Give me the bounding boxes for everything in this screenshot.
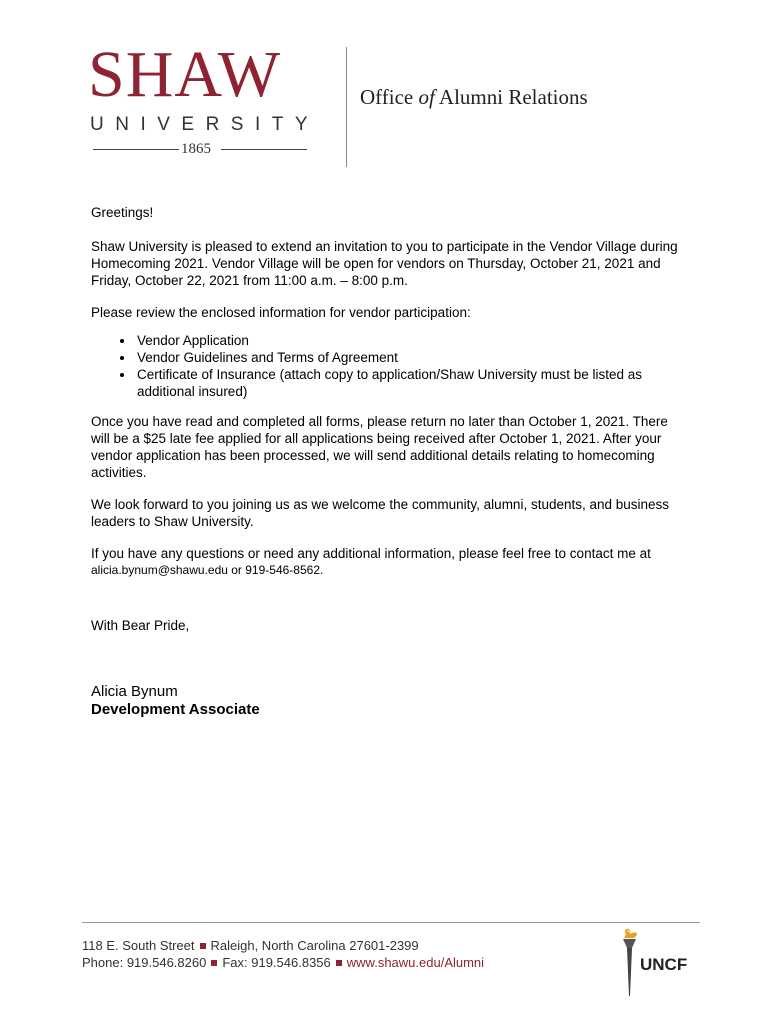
logo-rule-right	[221, 149, 307, 150]
footer-contact	[82, 955, 484, 971]
list-item: • Vendor Guidelines and Terms of Agreement	[135, 349, 681, 366]
shaw-logo-wordmark: SHAW	[88, 38, 282, 111]
footer-rule	[82, 922, 700, 923]
header-divider	[346, 47, 347, 167]
list-item: • Certificate of Insurance (attach copy to application/Shaw University must be listed as additional insured)	[135, 366, 681, 400]
signer-name: Alicia Bynum	[91, 683, 178, 700]
welcome-paragraph: We look forward to you joining us as we welcome the community, alumni, students, and business leaders to Shaw University.	[91, 497, 670, 529]
footer-address	[82, 938, 419, 954]
uncf-logo-text: UNCF	[640, 955, 688, 974]
university-wordmark: UNIVERSITY	[90, 114, 320, 135]
deadline-paragraph: Once you have read and completed all forms, please return no later than October 1, 2021. There will be a $25 late fee applied for all applications being received after October 1, 2021. After your vendor application has been processed, we will send additional details relating to homecoming activities.	[91, 414, 668, 480]
letterhead	[0, 0, 770, 180]
footer-phone: Phone: 919.546.8260	[82, 955, 207, 970]
footer-fax: Fax: 919.546.8356	[222, 955, 331, 970]
square-bullet-icon	[200, 943, 206, 949]
enclosed-list	[91, 332, 681, 400]
address-street: 118 E. South Street	[82, 938, 195, 953]
office-title-prefix: Office	[360, 85, 419, 109]
founding-year: 1865	[181, 141, 211, 157]
signer-title: Development Associate	[91, 701, 260, 718]
office-title	[360, 84, 588, 110]
list-item: • Vendor Application	[135, 332, 681, 349]
office-title-suffix: Alumni Relations	[434, 85, 588, 109]
greeting: Greetings!	[91, 205, 154, 220]
logo-rule-left	[93, 149, 179, 150]
contact-info: alicia.bynum@shawu.edu or 919-546-8562.	[91, 563, 324, 577]
invitation-paragraph: Shaw University is pleased to extend an invitation to you to participate in the Vendor Village during Homecoming 2021. Vendor Village will be open for vendors on Thursday, October 21, 2021 and Friday, October 22, 2021 from 11:00 a.m. – 8:00 p.m.	[91, 239, 678, 288]
letter-body	[91, 204, 681, 579]
closing: With Bear Pride,	[91, 618, 190, 633]
square-bullet-icon	[211, 960, 217, 966]
enclosed-intro: Please review the enclosed information for vendor participation:	[91, 305, 471, 320]
questions-paragraph: If you have any questions or need any additional information, please feel free to contact me at	[91, 546, 651, 561]
square-bullet-icon	[336, 960, 342, 966]
footer-website-link[interactable]: www.shawu.edu/Alumni	[346, 955, 485, 970]
office-title-of: of	[418, 85, 435, 109]
address-city: Raleigh, North Carolina 27601-2399	[210, 938, 419, 953]
uncf-torch-logo-icon	[614, 928, 714, 998]
